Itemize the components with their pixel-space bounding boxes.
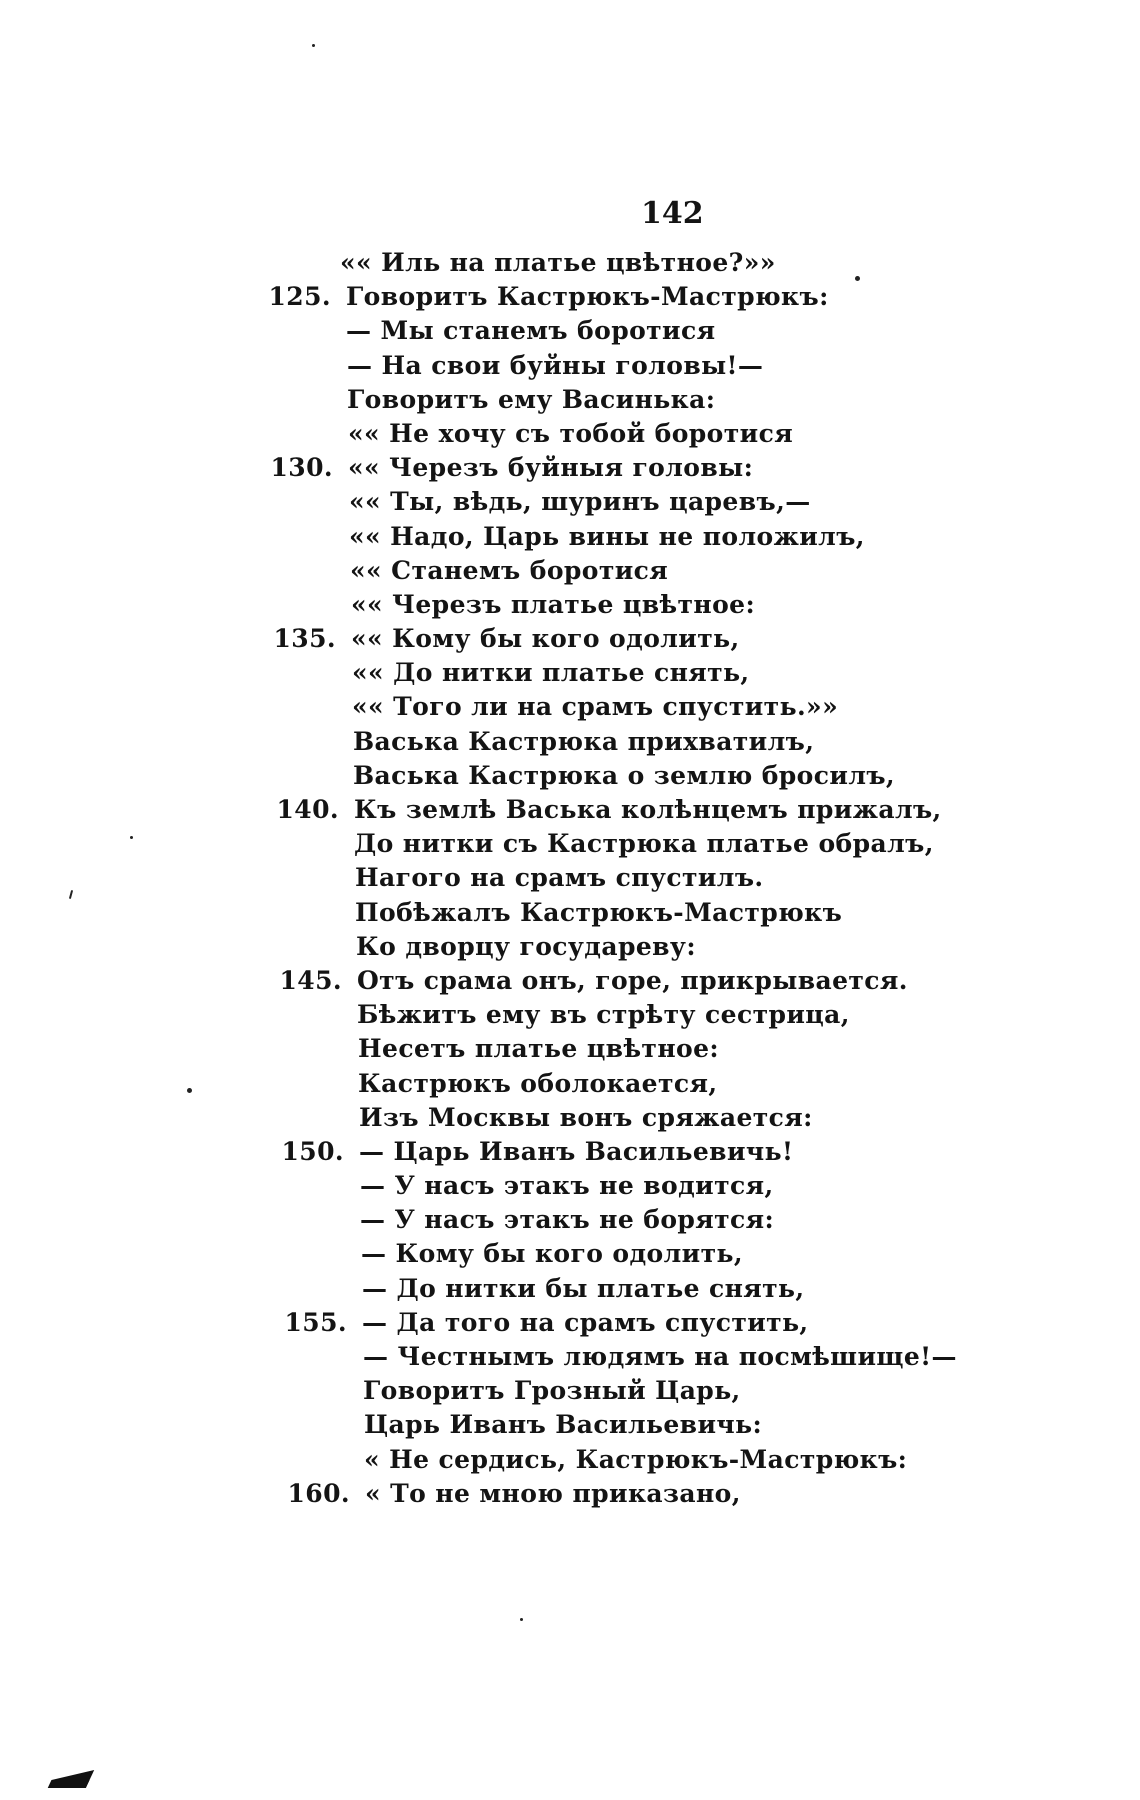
verse-line [0,1340,1140,1374]
line-number: 140. [276,795,339,824]
line-text: «« Черезъ платье цвѣтное: [351,589,756,619]
line-number: 145. [279,965,342,995]
verse-block [0,246,1140,1511]
verse-line [0,1443,1140,1477]
line-number: 150. [281,1136,344,1166]
line-text: « То не мною приказано, [365,1478,741,1508]
page-number: 142 [641,196,704,231]
verse-line [0,1169,1140,1203]
scan-speck [312,44,315,47]
line-text: «« Черезъ буйныя головы: [348,453,754,483]
scan-speck [187,1088,192,1093]
verse-line [0,1237,1140,1271]
line-text: Нагого на срамъ спустилъ. [355,863,764,893]
verse-line [0,1203,1140,1237]
line-text: Васька Кастрюка прихватилъ, [353,726,815,756]
line-text: Несетъ платье цвѣтное: [358,1034,720,1064]
verse-line [0,1135,1140,1169]
line-text: Къ землѣ Васька колѣнцемъ прижалъ, [354,795,942,824]
verse-line [0,759,1140,793]
line-number: 155. [284,1307,347,1337]
line-text: Бѣжитъ ему въ стрѣту сестрица, [357,1000,850,1030]
line-text: «« Иль на платье цвѣтное?»» [340,248,776,277]
verse-line [0,520,1140,554]
line-text: «« Того ли на срамъ спустить.»» [352,692,839,722]
verse-line [0,246,1140,280]
verse-line [0,485,1140,519]
verse-line [0,1067,1140,1101]
scan-corner-mark [48,1770,94,1788]
line-text: Кастрюкъ оболокается, [358,1068,718,1098]
verse-line [0,417,1140,451]
line-text: « Не сердись, Кастрюкъ-Мастрюкъ: [364,1444,908,1474]
verse-line [0,1374,1140,1408]
verse-line [0,896,1140,930]
verse-line [0,998,1140,1032]
line-text: Побѣжалъ Кастрюкъ-Мастрюкъ [355,897,843,927]
verse-line [0,656,1140,690]
verse-line [0,622,1140,656]
line-text: — У насъ этакъ не борятся: [360,1205,775,1235]
line-text: «« Надо, Царь вины не положилъ, [349,521,865,551]
line-text: «« Ты, вѣдь, шуринъ царевъ,— [349,487,811,517]
line-text: Ко дворцу государеву: [356,931,696,961]
line-text: — Да того на срамъ спустить, [362,1307,809,1337]
verse-line [0,349,1140,383]
verse-line [0,1306,1140,1340]
line-text: Изъ Москвы вонъ сряжается: [359,1102,813,1132]
verse-line [0,588,1140,622]
verse-line [0,1477,1140,1511]
verse-line [0,725,1140,759]
verse-line [0,827,1140,861]
line-text: До нитки съ Кастрюка платье обралъ, [354,829,934,859]
verse-line [0,964,1140,998]
verse-line [0,793,1140,827]
line-text: — Честнымъ людямъ на посмѣшище!— [363,1342,957,1371]
line-text: «« Станемъ боротися [350,555,669,585]
verse-line [0,383,1140,417]
line-number: 125. [268,282,331,312]
line-text: «« До нитки платье снять, [352,658,750,688]
scan-speck [520,1618,523,1621]
verse-line [0,930,1140,964]
verse-line [0,1408,1140,1442]
verse-line [0,861,1140,895]
line-text: — Мы станемъ боротися [346,316,716,346]
line-text: — На свои буйны головы!— [347,350,764,380]
verse-line [0,314,1140,348]
line-text: — Кому бы кого одолить, [361,1239,743,1269]
line-text: — У насъ этакъ не водится, [360,1171,774,1201]
line-number: 130. [270,453,333,483]
verse-line [0,1101,1140,1135]
verse-line [0,451,1140,485]
verse-line [0,1032,1140,1066]
line-text: «« Кому бы кого одолить, [351,624,740,654]
verse-line [0,280,1140,314]
scan-speck [130,836,133,839]
line-text: — Царь Иванъ Васильевичь! [359,1136,794,1166]
line-text: — До нитки бы платье снять, [362,1273,805,1303]
line-text: «« Не хочу съ тобой боротися [348,418,794,448]
scan-speck [855,276,860,281]
verse-line [0,690,1140,724]
line-text: Отъ срама онъ, горе, прикрывается. [357,965,908,995]
line-text: Говоритъ ему Васинька: [347,384,716,414]
line-number: 135. [273,624,336,654]
verse-line [0,554,1140,588]
verse-line [0,1272,1140,1306]
line-text: Царь Иванъ Васильевичь: [364,1410,763,1440]
line-number: 160. [287,1478,350,1508]
line-text: Говоритъ Кастрюкъ-Мастрюкъ: [346,282,829,312]
line-text: Васька Кастрюка о землю бросилъ, [353,760,896,790]
line-text: Говоритъ Грозный Царь, [363,1376,741,1406]
